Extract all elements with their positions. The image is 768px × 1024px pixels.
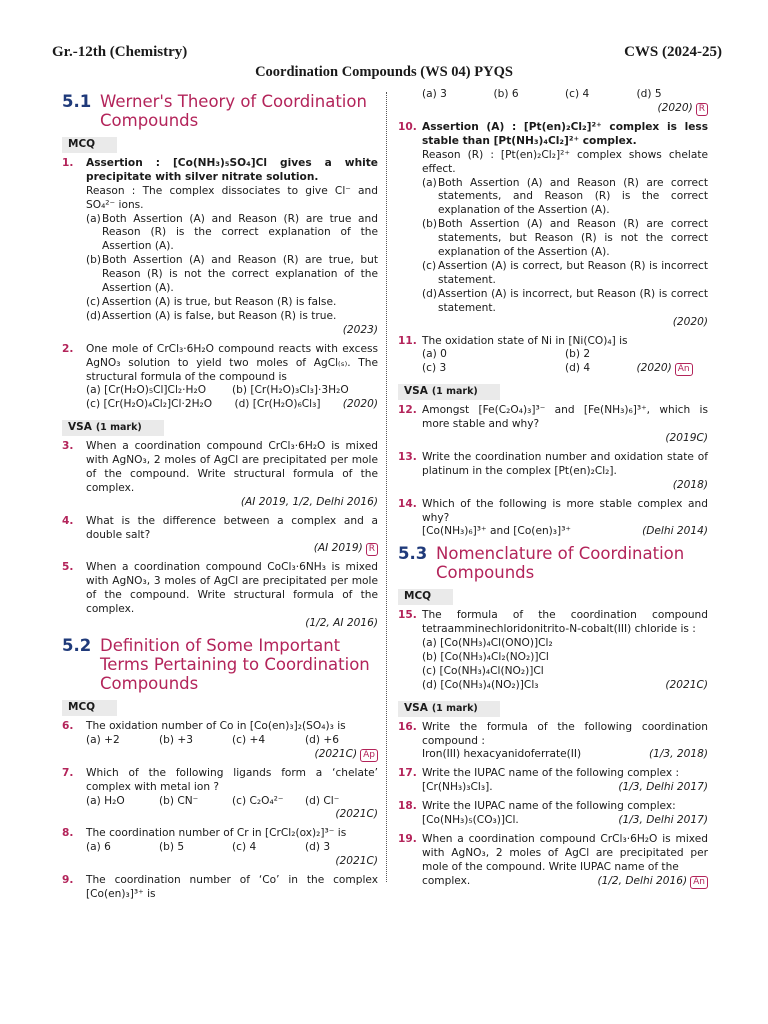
option-c: (c) +4: [232, 733, 266, 746]
option-c: (c) 3: [422, 362, 447, 375]
option-d: [422, 288, 708, 316]
question-text-end: complex.: [422, 874, 471, 887]
question-number: 18.: [398, 800, 417, 813]
year-reference: (2020): [342, 398, 378, 411]
year-reference: (1/3, Delhi 2017): [618, 781, 708, 794]
year-reference: (2020): [657, 101, 693, 114]
question-11: [398, 335, 708, 377]
question-12: [398, 404, 708, 446]
year-reference: (AI 2019, 1/2, Delhi 2016): [240, 495, 378, 508]
year-reference: (1/2, Delhi 2016): [597, 874, 688, 887]
question-formula: Iron(III) hexacyanidoferrate(II): [422, 748, 582, 761]
options-row: [86, 398, 378, 412]
question-8: [62, 827, 378, 869]
option-b: (b) CN⁻: [159, 794, 199, 807]
tag-label: MCQ: [404, 590, 432, 603]
question-number: 7.: [62, 766, 74, 779]
option-text: Assertion (A) is incorrect, but Reason (R) is correct statement.: [438, 287, 708, 314]
option-text: Both Assertion (A) and Reason (R) are correct statements, and Reason (R) is the correct explanation of the Assertion (A).: [438, 176, 708, 217]
question-number: 13.: [398, 450, 417, 463]
question-number: 4.: [62, 514, 74, 527]
year-reference: (2020): [636, 362, 672, 375]
question-text: The oxidation state of Ni in [Ni(CO)₄] is: [422, 334, 628, 347]
question-text: Write the IUPAC name of the following complex:: [422, 800, 676, 813]
option-letter: (c): [86, 295, 101, 308]
section-5-3-heading: [398, 544, 708, 582]
question-text: Write the coordination number and oxidation state of platinum in the complex [Pt(en)₂Cl₂].: [422, 450, 708, 477]
year-reference: (2021C): [335, 855, 378, 868]
option-a: (a) [Cr(H₂O)₅Cl]Cl₂·H₂O: [86, 384, 207, 397]
option-letter: (d): [422, 287, 437, 300]
question-text: The formula of the coordination compound tetraamminechloridonitrito-N-cobalt(III) chloride is :: [422, 609, 708, 636]
option-a: [86, 213, 378, 255]
option-b: (b) 2: [565, 348, 591, 361]
tag-label: VSA: [404, 701, 428, 714]
question-number: 11.: [398, 334, 417, 347]
section-title: Nomenclature of Coordination Compounds: [436, 544, 685, 583]
year-reference: (2018): [672, 478, 708, 491]
option-a: (a) +2: [86, 733, 120, 746]
question-text: Write the IUPAC name of the following complex :: [422, 767, 680, 780]
option-a: (a) H₂O: [86, 794, 125, 807]
header-class-label: Gr.-12th (Chemistry): [52, 44, 188, 60]
tag-marks: (1 mark): [431, 386, 478, 398]
option-letter: (c): [422, 259, 437, 272]
question-line: [422, 525, 708, 539]
mcq-tag: [62, 137, 117, 153]
year-reference: (2023): [342, 323, 378, 336]
year-reference: (1/2, AI 2016): [305, 617, 378, 630]
column-divider: [386, 92, 387, 882]
vsa-tag: [398, 384, 500, 400]
option-b: [86, 254, 378, 296]
year-reference: (2020): [672, 315, 708, 328]
question-text: The coordination number of ‘Co’ in the complex [Co(en)₃]³⁺ is: [86, 874, 378, 900]
option-c: [422, 260, 708, 288]
question-10: [398, 121, 708, 330]
tag-label: MCQ: [68, 138, 96, 150]
question-number: 6.: [62, 719, 74, 732]
question-line: [422, 814, 708, 828]
question-number: 10.: [398, 120, 417, 133]
section-number: 5.1: [62, 92, 92, 111]
difficulty-badge: R: [696, 103, 708, 116]
option-a: (a) 3: [422, 88, 447, 100]
option-text: Assertion (A) is true, but Reason (R) is false.: [102, 295, 337, 308]
option-d: (d) [Cr(H₂O)₆Cl₃]: [234, 398, 321, 411]
mcq-tag: [62, 700, 117, 716]
options-row: [86, 841, 378, 855]
option-b: (b) [Cr(H₂O)₃Cl₃]·3H₂O: [232, 384, 349, 397]
year-reference: (1/3, Delhi 2017): [618, 814, 708, 827]
question-text: The oxidation number of Co in [Co(en)₃]₂(SO₄)₃ is: [86, 719, 346, 732]
question-6: [62, 720, 378, 762]
options-row: [422, 679, 708, 693]
question-text: When a coordination compound CoCl₃·6NH₃ is mixed with AgNO₃, 3 moles of AgCl are precipitated per mole of the compound. Write structural formula of the complex.: [86, 561, 378, 616]
option-letter: (d): [86, 309, 101, 322]
question-18: [398, 800, 708, 828]
option-a: (a) 6: [86, 841, 111, 854]
option-d: (d) 4: [565, 362, 591, 375]
question-number: 8.: [62, 827, 74, 840]
question-number: 19.: [398, 832, 417, 845]
option-c: (c) 4: [565, 88, 590, 100]
question-14: [398, 498, 708, 540]
question-text: Amongst [Fe(C₂O₄)₃]³⁻ and [Fe(NH₃)₆]³⁺, which is more stable and why?: [422, 404, 708, 431]
year-reference: (2019C): [665, 432, 708, 445]
reason-text: Reason : The complex dissociates to give Cl⁻ and SO₄²⁻ ions.: [86, 184, 378, 211]
option-text: Assertion (A) is correct, but Reason (R) is incorrect statement.: [438, 259, 708, 286]
question-number: 5.: [62, 561, 74, 574]
options-row: [422, 362, 708, 376]
year-reference: (2021C): [335, 808, 378, 821]
tag-marks: (1 mark): [95, 422, 142, 434]
left-column: [62, 88, 378, 907]
section-5-2-heading: [62, 636, 378, 693]
option-c: (c) 4: [232, 841, 257, 854]
question-number: 14.: [398, 497, 417, 510]
question-text: When a coordination compound CrCl₃·6H₂O is mixed with AgNO₃, 2 moles of AgCl are precipitated per mole of the compound. Write structural formula of the complex.: [86, 440, 378, 494]
options-row: [422, 88, 708, 102]
options-row: [86, 795, 378, 809]
question-3: [62, 440, 378, 510]
question-text: The coordination number of Cr in [CrCl₂(ox)₂]³⁻ is: [86, 827, 347, 840]
option-d: (d) 3: [305, 841, 331, 854]
options-row: [422, 348, 708, 362]
options-row: [86, 384, 378, 398]
difficulty-badge: Ap: [360, 749, 378, 762]
option-c: (c) [Cr(H₂O)₄Cl₂]Cl·2H₂O: [86, 398, 213, 411]
question-text: One mole of CrCl₃·6H₂O compound reacts with excess AgNO₃ solution to yield two moles of AgCl₍ₛ₎. The structural formula of the compound is: [86, 342, 378, 383]
header-worksheet-code: CWS (2024-25): [624, 44, 722, 60]
question-number: 3.: [62, 440, 74, 453]
question-number: 15.: [398, 609, 417, 622]
option-d: (d) Cl⁻: [305, 794, 340, 807]
question-line: [422, 875, 708, 889]
tag-label: VSA: [404, 385, 428, 398]
option-text: Both Assertion (A) and Reason (R) are true and Reason (R) is the correct explanation of the Assertion (A).: [102, 212, 378, 253]
section-title: Definition of Some Important Terms Pertaining to Coordination Compounds: [100, 636, 370, 693]
reason-text: Reason (R) : [Pt(en)₂Cl₂]²⁺ complex shows chelate effect.: [422, 148, 708, 175]
question-9-continued: [398, 88, 708, 116]
question-number: 2.: [62, 342, 74, 355]
question-15: [398, 609, 708, 692]
vsa-tag: [398, 701, 500, 717]
assertion-text: Assertion (A) : [Pt(en)₂Cl₂]²⁺ complex is less stable than [Pt(NH₃)₄Cl₂]²⁺ complex.: [422, 120, 708, 147]
right-column: [398, 88, 708, 894]
question-formula: [Co(NH₃)₅(CO₃)]Cl.: [422, 814, 519, 827]
difficulty-badge: An: [675, 363, 693, 376]
question-1: [62, 157, 378, 338]
option-text: Both Assertion (A) and Reason (R) are correct statements, but Reason (R) is not the correct explanation of the Assertion (A).: [438, 218, 708, 259]
question-line: [422, 781, 708, 795]
question-9: [62, 874, 378, 902]
option-c: (c) [Co(NH₃)₄Cl(NO₂)]Cl: [422, 664, 544, 677]
option-letter: (b): [422, 218, 437, 231]
tag-label: MCQ: [68, 701, 96, 713]
question-13: [398, 451, 708, 493]
option-letter: (b): [86, 254, 101, 267]
options-row: [86, 734, 378, 748]
option-b: [422, 218, 708, 260]
option-a: (a) 0: [422, 348, 447, 361]
option-text: Assertion (A) is false, but Reason (R) is true.: [102, 309, 337, 322]
section-5-1-heading: [62, 92, 378, 130]
question-text: What is the difference between a complex and a double salt?: [86, 514, 378, 541]
section-number: 5.3: [398, 544, 428, 564]
question-17: [398, 767, 708, 795]
question-16: [398, 721, 708, 763]
option-c: (c) C₂O₄²⁻: [232, 794, 284, 807]
vsa-tag: [62, 420, 164, 436]
option-c: [86, 296, 378, 310]
option-letter: (a): [422, 176, 437, 189]
option-b: (b) +3: [159, 733, 193, 746]
year-reference: (2021C): [665, 678, 708, 691]
option-d: (d) [Co(NH₃)₄(NO₂)]Cl₃: [422, 678, 539, 691]
option-d: [86, 310, 378, 324]
difficulty-badge: R: [366, 543, 378, 556]
question-2: [62, 343, 378, 413]
option-b: (b) 5: [159, 841, 185, 854]
option-a: [422, 177, 708, 219]
question-number: 9.: [62, 874, 74, 887]
question-5: [62, 561, 378, 631]
section-number: 5.2: [62, 636, 92, 655]
year-reference: (2021C): [314, 747, 358, 760]
question-19: [398, 833, 708, 889]
option-text: Both Assertion (A) and Reason (R) are true, but Reason (R) is not the correct explanation of the Assertion (A).: [102, 254, 378, 295]
question-number: 16.: [398, 720, 417, 733]
question-number: 1.: [62, 156, 74, 169]
option-letter: (a): [86, 212, 101, 225]
option-d: (d) +6: [305, 733, 339, 746]
question-line: [422, 748, 708, 762]
question-text: When a coordination compound CrCl₃·6H₂O is mixed with AgNO₃, 2 moles of AgCl are precipitated per mole of the compound. Write IUPAC name of the: [422, 832, 708, 873]
question-7: [62, 767, 378, 823]
assertion-text: Assertion : [Co(NH₃)₅SO₄]Cl gives a white precipitate with silver nitrate solution.: [86, 156, 378, 183]
question-number: 17.: [398, 767, 417, 780]
year-reference: (Delhi 2014): [642, 525, 708, 538]
option-a: (a) [Co(NH₃)₄Cl(ONO)]Cl₂: [422, 637, 553, 650]
option-d: (d) 5: [636, 88, 662, 100]
question-formula: [Co(NH₃)₆]³⁺ and [Co(en)₃]³⁺: [422, 525, 572, 538]
option-b: (b) 6: [493, 88, 519, 100]
question-text: Which of the following is more stable complex and why?: [422, 497, 708, 524]
question-text: Write the formula of the following coordination compound :: [422, 720, 708, 747]
question-number: 12.: [398, 404, 417, 417]
mcq-tag: [398, 589, 453, 605]
page-subtitle: Coordination Compounds (WS 04) PYQS: [255, 64, 513, 80]
option-b: (b) [Co(NH₃)₄Cl₂(NO₂)]Cl: [422, 651, 549, 663]
year-reference: (AI 2019): [313, 542, 363, 555]
question-text: Which of the following ligands form a ‘chelate’ complex with metal ion ?: [86, 766, 378, 793]
tag-label: VSA: [68, 421, 92, 434]
year-reference: (1/3, 2018): [648, 748, 708, 761]
difficulty-badge: An: [690, 876, 708, 889]
question-4: [62, 515, 378, 557]
tag-marks: (1 mark): [431, 702, 478, 714]
section-title: Werner's Theory of Coordination Compounds: [100, 92, 367, 130]
question-formula: [Cr(NH₃)₃Cl₃].: [422, 781, 493, 794]
